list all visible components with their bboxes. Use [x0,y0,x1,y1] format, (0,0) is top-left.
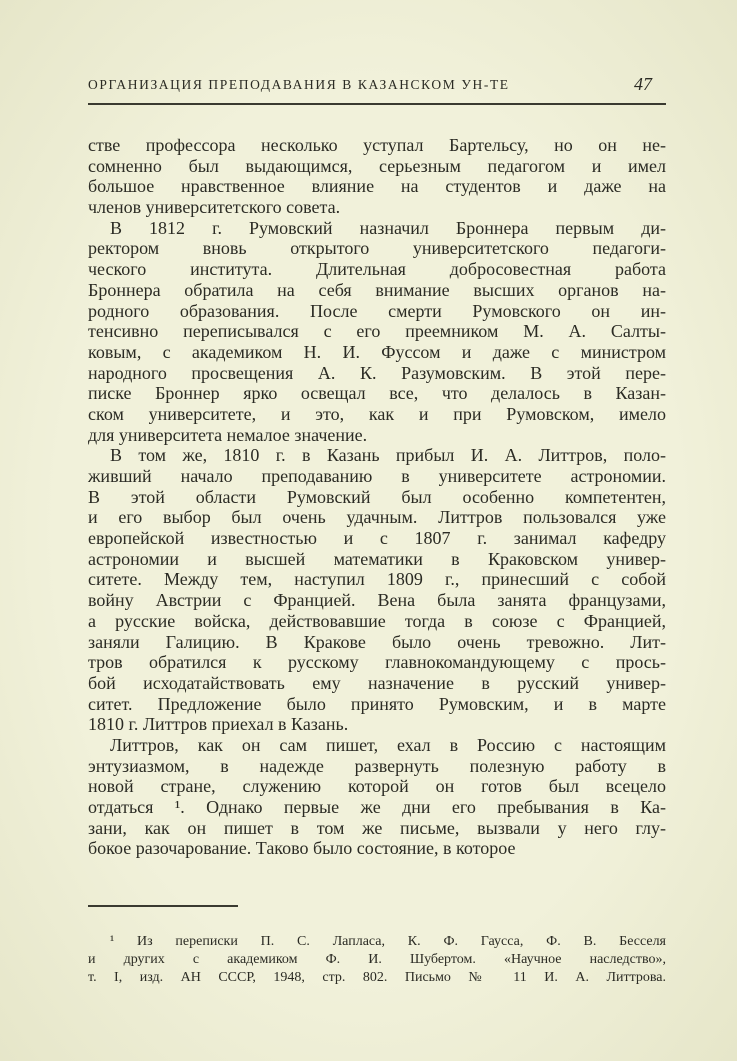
page-number: 47 [634,74,652,94]
text-line: писке Броннер ярко освещал все, что делалось в Казан- [88,383,666,404]
text-line: энтузиазмом, в надежде развернуть полезную работу в [88,755,666,776]
text-line: ректором вновь открытого университетского педагоги- [88,238,666,259]
footnote-line: ¹ Из переписки П. С. Лапласа, К. Ф. Гаусса, Ф. В. Бесселя [110,934,666,949]
paragraph [88,735,666,859]
text-line: для университета немалое значение. [88,424,368,445]
text-line: членов университетского совета. [88,197,341,218]
text-line: ском университете, и это, как и при Румовском, имело [88,403,666,424]
text-line: народного просвещения А. К. Разумовским. В этой пере- [88,362,666,383]
footnotes [88,933,666,987]
text-line: европейской известностью и с 1807 г. занимал кафедру [88,528,666,549]
text-line: войну Австрии с Францией. Вена была занята французами, [88,590,666,611]
text-line: живший начало преподаванию в университете астрономии. [88,466,666,486]
text-line: астрономии и высшей математики в Краковском универ- [88,548,666,569]
footnote-line: и других с академиком Ф. И. Шубертом. «Научное наследство», [88,952,666,967]
running-title: ОРГАНИЗАЦИЯ ПРЕПОДАВАНИЯ В КАЗАНСКОМ УН-ТЕ [88,77,510,92]
text-line: родного образования. После смерти Румовского он ин- [88,300,666,321]
text-line: В этой области Румовский был особенно компетентен, [88,486,666,507]
text-line: бокое разочарование. Таково было состояние, в которое [88,838,516,859]
body-text [88,135,666,859]
text-line: тров обратился к русскому главнокомандующему с прось- [88,652,666,673]
text-line: а русские войска, действовавшие тогда в союзе с Францией, [88,610,666,631]
text-line: ческого института. Длительная добросовестная работа [88,259,666,280]
text-line: В том же, 1810 г. в Казань прибыл И. А. Литтров, поло- [110,445,666,466]
text-line: зани, как он пишет в том же письме, вызвали у него глу- [88,817,666,838]
text-line: и его выбор был очень удачным. Литтров пользовался уже [88,507,666,528]
text-line: ситете. Между тем, наступил 1809 г., принесший с собой [88,569,666,590]
footnote-rule [88,905,238,907]
text-line: 1810 г. Литтров приехал в Казань. [88,714,349,735]
text-line: В 1812 г. Румовский назначил Броннера первым ди- [110,217,666,238]
text-line: Броннера обратила на себя внимание высших органов на- [88,279,666,300]
text-line: большое нравственное влияние на студентов и даже на [88,176,666,197]
text-line: Литтров, как он сам пишет, ехал в Россию с настоящим [110,734,666,755]
text-line: новой стране, служению которой он готов был всецело [88,776,666,797]
text-line: тенсивно переписывался с его преемником М. А. Салты- [88,321,666,342]
text-line: ситет. Предложение было принято Румовским, и в марте [88,693,666,714]
text-line: ковым, с академиком Н. И. Фуссом и даже с министром [88,341,666,362]
paragraph [88,445,666,735]
page-header [88,74,666,97]
text-line: сомненно был выдающимся, серьезным педагогом и имел [88,155,666,176]
header-rule [88,103,666,105]
paragraph [88,135,666,218]
text-line: стве профессора несколько уступал Бартельсу, но он не- [88,135,666,155]
text-line: заняли Галицию. В Кракове было очень тревожно. Лит- [88,631,666,652]
footnote-line: т. I, изд. АН СССР, 1948, стр. 802. Письмо № 11 И. А. Литтрова. [88,970,666,985]
text-line: отдаться ¹. Однако первые же дни его пребывания в Ка- [88,797,666,817]
text-line: бой исходатайствовать ему назначение в русский универ- [88,672,666,693]
paragraph [88,218,666,446]
